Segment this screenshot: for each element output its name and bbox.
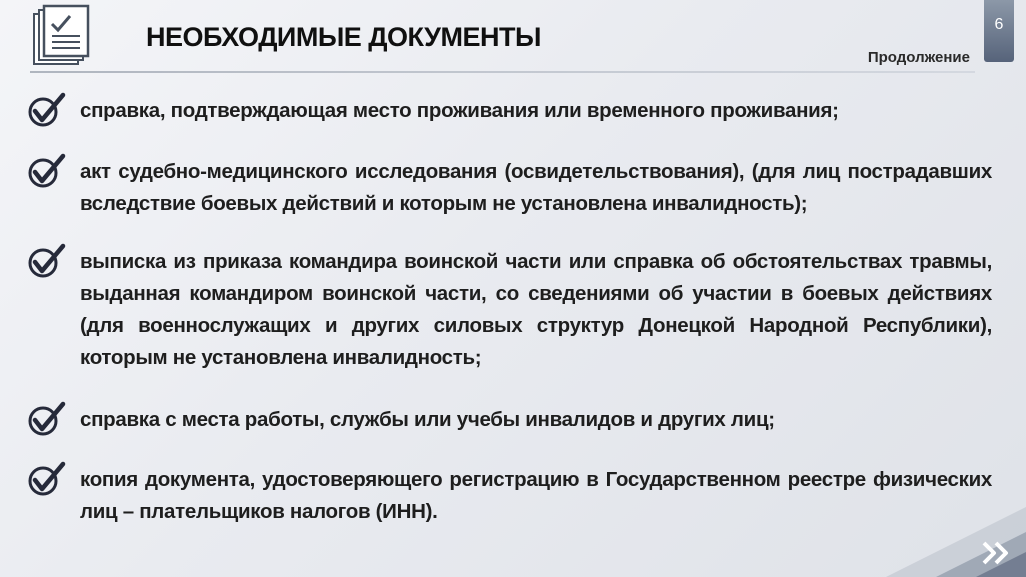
checkmark-circle-icon (26, 242, 66, 280)
checkmark-circle-icon (26, 91, 66, 129)
list-item (26, 404, 992, 436)
list-item (26, 246, 992, 374)
list-item (26, 156, 992, 220)
page-title: НЕОБХОДИМЫЕ ДОКУМЕНТЫ (146, 22, 541, 52)
page-number: 6 (994, 16, 1004, 33)
list-item-text: справка с места работы, службы или учебы инвалидов и других лиц; (80, 408, 775, 431)
list-item-text: копия документа, удостоверяющего регистрацию в Государственном реестре физических лиц – плательщиков налогов (ИНН). (80, 468, 992, 523)
checkmark-circle-icon (26, 152, 66, 190)
list-item-text: акт судебно-медицинского исследования (освидетельствования), (для лиц пострадавших вследствие боевых действий и которым не установлена инвалидность); (80, 160, 992, 215)
list-item-text: справка, подтверждающая место проживания или временного проживания; (80, 99, 839, 122)
double-chevron-right-icon[interactable] (980, 539, 1014, 567)
subtitle: Продолжение (867, 49, 970, 66)
document-check-icon (30, 4, 94, 68)
page-number-badge (984, 0, 1014, 62)
list-item (26, 95, 992, 127)
checkmark-circle-icon (26, 400, 66, 438)
checkmark-circle-icon (26, 460, 66, 498)
list-item-text: выписка из приказа командира воинской части или справка об обстоятельствах травмы, выданная командиром воинской части, со сведениями об участии в боевых действиях (для военнослужащих и других силовых структур Донецкой Народной Республики), которым не установлена инвалидность; (80, 250, 992, 369)
header-divider (30, 71, 975, 73)
